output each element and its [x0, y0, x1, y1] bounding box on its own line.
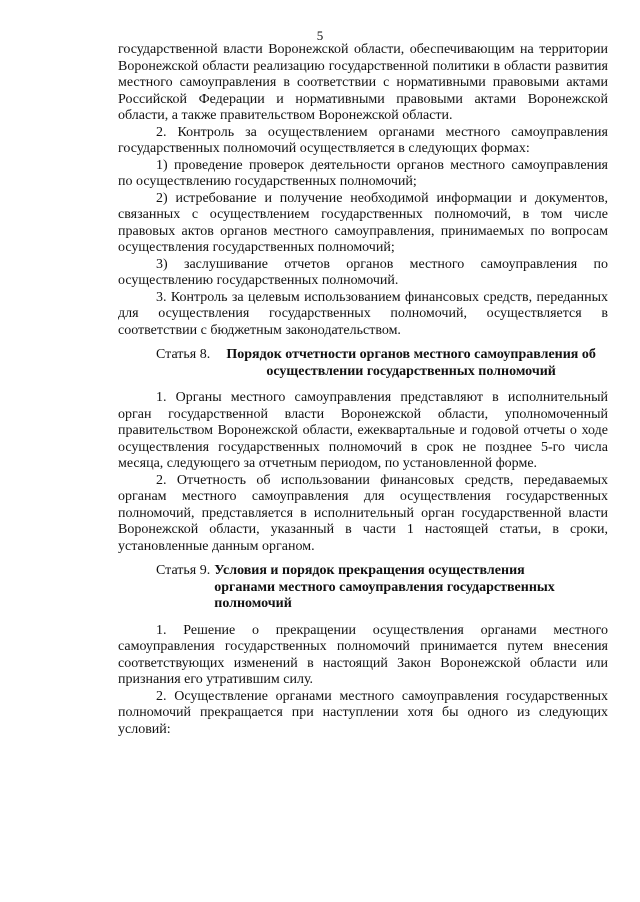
- document-body: [118, 42, 608, 738]
- article-9-part-1: 1. Решение о прекращении осуществления органами местного самоуправления государственных полномочий принимается путем внесения соответствующих изменений в настоящий Закон Воронежской области или признания его утратившим силу.: [118, 622, 608, 687]
- article-7-item-2: 2) истребование и получение необходимой информации и документов, связанных с осуществлением государственных полномочий, в том числе правовых актов органов местного самоуправления, принимаемых по вопросам осуществления государственных полномочий;: [118, 190, 608, 255]
- article-9-title-line-1: Условия и порядок прекращения осуществления: [214, 563, 525, 578]
- article-8-title: Порядок отчетности органов местного самоуправления об осуществлении государственных полномочий: [226, 347, 596, 379]
- article-9-number: Статья 9.: [156, 563, 211, 578]
- article-9-title-line-3: полномочий: [214, 596, 292, 611]
- article-9-title: [210, 563, 555, 613]
- article-7-part-3: 3. Контроль за целевым использованием финансовых средств, переданных для осуществления государственных полномочий, осуществляется в соответствии с бюджетным законодательством.: [118, 289, 608, 338]
- page-number: 5: [316, 28, 324, 43]
- article-7-item-1: 1) проведение проверок деятельности органов местного самоуправления по осуществлению государственных полномочий;: [118, 157, 608, 189]
- continuation-paragraph: государственной власти Воронежской области, обеспечивающим на территории Воронежской области реализацию государственной политики в области развития местного самоуправления в соответствии с нормативными правовыми актами Российской Федерации и нормативными правовыми актами Воронежской области, а также правительством Воронежской области.: [118, 42, 608, 123]
- article-8-part-1: 1. Органы местного самоуправления представляют в исполнительный орган государственной власти Воронежской области, уполномоченный правительством Воронежской области, ежеквартальные и годовой отчеты о ходе осуществления государственных полномочий в срок не позднее 5-го числа месяца, следующего за отчетным периодом, по установленной форме.: [118, 390, 608, 471]
- article-8-heading: [118, 347, 608, 380]
- article-7-item-3: 3) заслушивание отчетов органов местного самоуправления по осуществлению государственных полномочий.: [118, 256, 608, 288]
- article-9-title-line-2: органами местного самоуправления государственных: [214, 579, 555, 595]
- article-7-part-2: 2. Контроль за осуществлением органами местного самоуправления государственных полномочий осуществляется в следующих формах:: [118, 124, 608, 156]
- article-9-heading: [118, 563, 608, 613]
- article-8-part-2: 2. Отчетность об использовании финансовых средств, передаваемых органам местного самоуправления для осуществления государственных полномочий, представляется в исполнительный орган государственной власти Воронежской области, указанный в части 1 настоящей статьи, в сроки, установленные данным органом.: [118, 472, 608, 554]
- article-8-number: Статья 8.: [156, 347, 211, 362]
- article-9-part-2: 2. Осуществление органами местного самоуправления государственных полномочий прекращается при наступлении хотя бы одного из следующих условий:: [118, 688, 608, 737]
